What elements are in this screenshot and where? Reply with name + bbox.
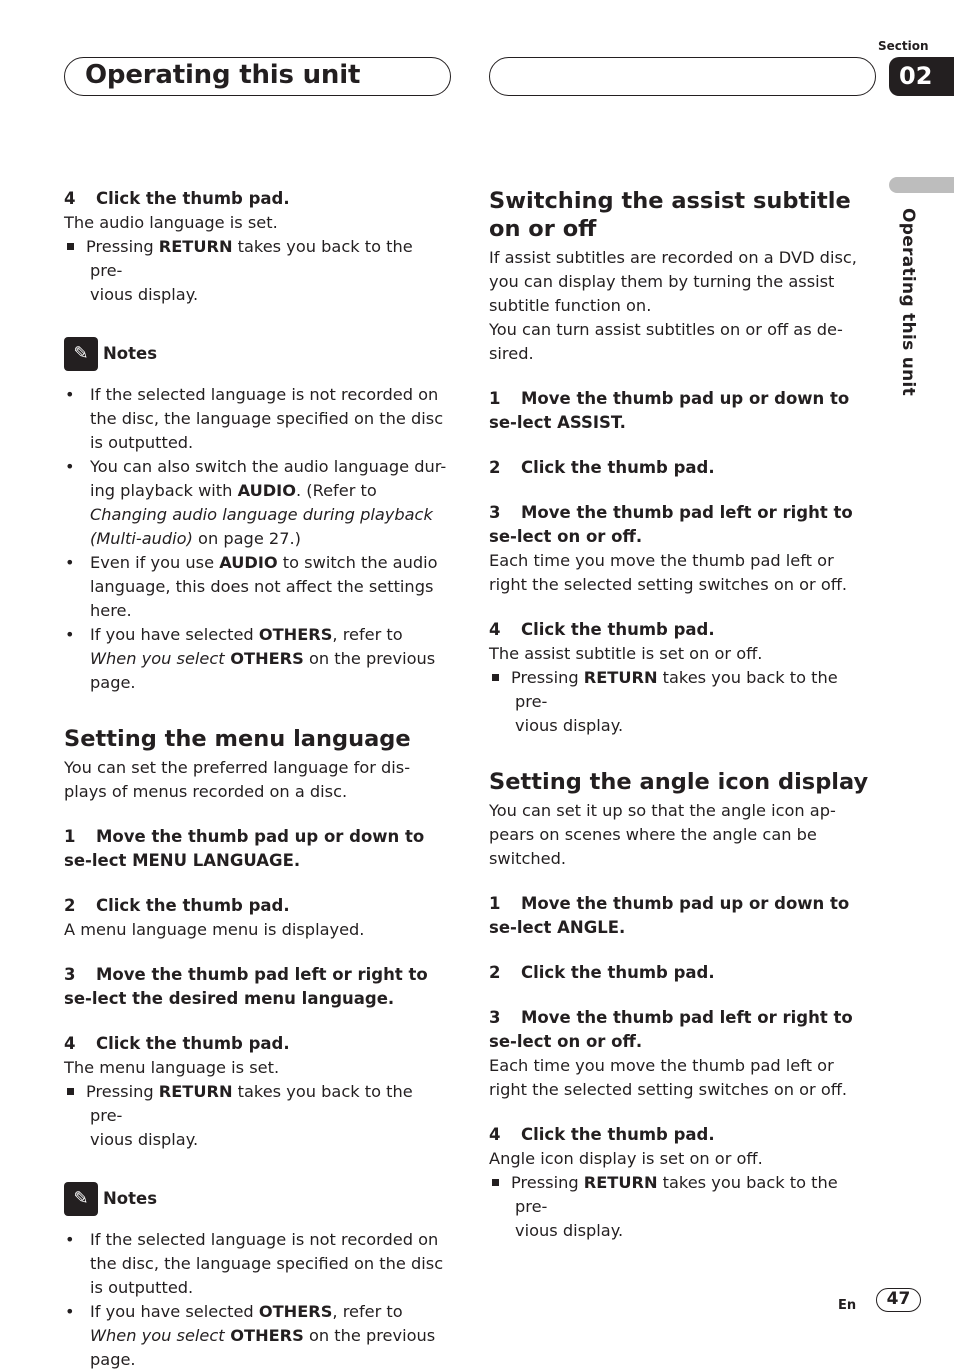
left-column	[64, 187, 449, 1372]
section-heading: Switching the assist subtitle on or off	[489, 188, 851, 242]
step-4: 4 Click the thumb pad.	[64, 189, 290, 208]
return-note: Pressing RETURN takes you back to the pre- vious display.	[489, 666, 874, 738]
step-4: 4 Click the thumb pad.	[489, 620, 715, 639]
step-4: 4 Click the thumb pad.	[489, 1125, 715, 1144]
notes-heading: ✎ Notes	[64, 1182, 449, 1216]
step-1: 1 Move the thumb pad up or down to se-lect MENU LANGUAGE.	[64, 827, 425, 870]
square-bullet-icon	[492, 1179, 499, 1186]
square-bullet-icon	[492, 674, 499, 681]
page-number: 47	[876, 1288, 921, 1312]
step-2: 2 Click the thumb pad.	[489, 458, 715, 477]
pencil-icon: ✎	[64, 1182, 98, 1216]
step-2: 2 Click the thumb pad.	[489, 963, 715, 982]
page-title: Operating this unit	[85, 60, 361, 90]
step-description: A menu language menu is displayed.	[64, 920, 365, 939]
step-description: The audio language is set.	[64, 213, 278, 232]
side-tab-text: Operating this unit	[898, 208, 918, 397]
section-number: 02	[889, 57, 954, 96]
header-title-box	[64, 57, 451, 96]
return-note: Pressing RETURN takes you back to the pre- vious display.	[64, 235, 449, 307]
note-item: • Even if you use AUDIO to switch the audio language, this does not affect the settings here.	[64, 551, 449, 623]
section-intro: If assist subtitles are recorded on a DVD disc, you can display them by turning the assist subtitle function on.	[489, 248, 857, 315]
note-item: • You can also switch the audio language dur-ing playback with AUDIO. (Refer to Changing audio language during playback (Multi-audio) on page 27.)	[64, 455, 449, 551]
language-label: En	[838, 1298, 857, 1313]
side-tab-marker	[889, 177, 954, 193]
header-right-box	[489, 57, 876, 96]
step-1: 1 Move the thumb pad up or down to se-lect ASSIST.	[489, 389, 850, 432]
note-item: • If the selected language is not recorded on the disc, the language specified on the disc is outputted.	[64, 1228, 449, 1300]
section-intro: You can set it up so that the angle icon ap-pears on scenes where the angle can be switched.	[489, 801, 836, 868]
notes-heading: ✎ Notes	[64, 337, 449, 371]
note-item: • If you have selected OTHERS, refer to When you select OTHERS on the previous page.	[64, 1300, 449, 1372]
step-description: The assist subtitle is set on or off.	[489, 644, 763, 663]
note-item: • If the selected language is not recorded on the disc, the language specified on the disc is outputted.	[64, 383, 449, 455]
section-label: Section	[878, 39, 929, 53]
square-bullet-icon	[67, 1088, 74, 1095]
section-heading: Setting the angle icon display	[489, 769, 869, 795]
step-description: The menu language is set.	[64, 1058, 280, 1077]
section-intro: You can set the preferred language for dis-plays of menus recorded on a disc.	[64, 758, 411, 801]
return-note: Pressing RETURN takes you back to the pre- vious display.	[64, 1080, 449, 1152]
step-description: Angle icon display is set on or off.	[489, 1149, 763, 1168]
step-3: 3 Move the thumb pad left or right to se-lect the desired menu language.	[64, 965, 428, 1008]
step-3: 3 Move the thumb pad left or right to se-lect on or off.	[489, 503, 853, 546]
step-description: Each time you move the thumb pad left or right the selected setting switches on or off.	[489, 1056, 848, 1099]
step-3: 3 Move the thumb pad left or right to se-lect on or off.	[489, 1008, 853, 1051]
step-2: 2 Click the thumb pad.	[64, 896, 290, 915]
step-1: 1 Move the thumb pad up or down to se-lect ANGLE.	[489, 894, 850, 937]
return-note: Pressing RETURN takes you back to the pre- vious display.	[489, 1171, 874, 1243]
section-intro: You can turn assist subtitles on or off as de-sired.	[489, 320, 843, 363]
note-item: • If you have selected OTHERS, refer to When you select OTHERS on the previous page.	[64, 623, 449, 695]
section-heading: Setting the menu language	[64, 726, 411, 752]
pencil-icon: ✎	[64, 337, 98, 371]
square-bullet-icon	[67, 243, 74, 250]
right-column	[489, 187, 874, 1243]
step-description: Each time you move the thumb pad left or right the selected setting switches on or off.	[489, 551, 848, 594]
step-4: 4 Click the thumb pad.	[64, 1034, 290, 1053]
